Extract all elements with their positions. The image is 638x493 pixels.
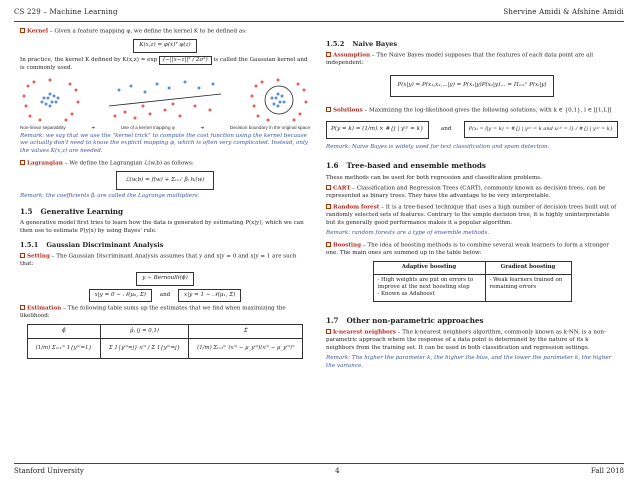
- bullet-box-icon: [20, 28, 25, 33]
- table-header-adaboost: Adaptive boosting: [373, 262, 485, 274]
- nonlinear-scatter-figure: [20, 76, 82, 124]
- lagrangian-keyword: Lagrangian: [27, 160, 63, 167]
- page-number: 4: [335, 467, 340, 475]
- kernel-keyword: Kernel: [27, 28, 48, 35]
- section-generative-learning: [20, 207, 310, 217]
- assumption-keyword: Assumption: [333, 52, 371, 59]
- bullet-box-icon: [326, 329, 331, 334]
- page-header: [14, 8, 624, 20]
- kernel-figure-captions: [20, 125, 310, 131]
- cart-text: – Classification and Regression Trees (CART), commonly known as decision trees, can be represented as binary trees. They have the advantage to be very interpretable.: [326, 185, 606, 200]
- boosting-definition: [326, 242, 618, 258]
- section-nonparametric: [326, 316, 618, 326]
- right-column: [326, 28, 618, 374]
- page-footer: [14, 467, 624, 476]
- bullet-box-icon: [326, 242, 331, 247]
- boosting-table: [373, 261, 572, 301]
- kernel-figure: [20, 76, 310, 124]
- header-authors: Shervine Amidi & Afshine Amidi: [503, 8, 624, 16]
- bernoulli-equation: y ∼ Bernoulli(ϕ): [136, 272, 194, 286]
- prior-solution-equation: P(y = k) = (1/m) × #{j | y⁽ʲ⁾ = k}: [326, 121, 429, 139]
- generative-text: A generative model first tries to learn how the data is generated by estimating P(x|y), which we can then use to estimate P(y|x) by using Bayes' rule.: [20, 220, 304, 234]
- section-number: 1.5.1: [20, 241, 39, 250]
- gaussian-y0-equation: x|y = 0 ∼ 𝒩(μ₀, Σ): [89, 289, 152, 303]
- gda-estimation: [20, 305, 310, 321]
- nb-solutions: [326, 107, 618, 115]
- table-header-gradient: Gradient boosting: [485, 262, 571, 274]
- section-title: Gaussian Discriminant Analysis: [46, 241, 164, 250]
- section-number: 1.5: [20, 206, 33, 216]
- bullet-box-icon: [20, 305, 25, 310]
- likelihood-solution-equation: P(xᵢ = l|y = k) = #{j | y⁽ʲ⁾ = k and xᵢ⁽ʲ⁾ = l} / #{j | y⁽ʲ⁾ = k}: [464, 121, 618, 138]
- trees-intro: These methods can be used for both regression and classification problems.: [326, 174, 542, 181]
- left-column: [20, 28, 310, 359]
- table-header-phi: ϕ̂: [27, 324, 100, 338]
- arrow-right-icon: ➜: [200, 124, 205, 130]
- footer-term: Fall 2018: [590, 467, 624, 475]
- gaussian-kernel-text: [20, 56, 310, 73]
- bullet-box-icon: [326, 52, 331, 57]
- section-tree-methods: [326, 161, 618, 171]
- section-number: 1.5.2: [326, 40, 345, 48]
- setting-keyword: Setting: [27, 253, 50, 260]
- naive-bayes-equation: P(x|y) = P(x₁,x₂,...|y) = P(x₁|y)P(x₂|y)... = Πᵢ₌₁ⁿ P(xᵢ|y): [390, 75, 553, 97]
- setting-text: – The Gaussian Discriminant Analysis assumes that y and x|y = 0 and x|y = 1 are such that:: [20, 253, 297, 268]
- gaussian-text-b: is called the Gaussian kernel and is commonly used.: [20, 56, 308, 72]
- nb-assumption: [326, 52, 618, 68]
- cart-keyword: CART: [333, 185, 351, 192]
- section-number: 1.7: [326, 315, 339, 325]
- table-header-sigma: Σ̂: [189, 324, 303, 338]
- table-cell-phi: (1/m) Σᵢ₌₁ᵐ 1{y⁽ⁱ⁾=1}: [27, 338, 100, 358]
- random-forest-keyword: Random forest: [333, 204, 380, 211]
- knn-text: – The k-nearest neighbors algorithm, commonly known as k-NN, is a non-parametric approach where the response of a data point is determined by the nature of its k neighbors from the training set. It can be used in both classification and regression settings.: [326, 329, 606, 351]
- list-item: - Known as Adaboost: [377, 291, 435, 298]
- bullet-box-icon: [326, 204, 331, 209]
- section-title: Naive Bayes: [352, 40, 398, 48]
- lagrangian-equation: ℒ(w,b) = f(w) + Σᵢ₌₁ˡ βᵢ hᵢ(w): [116, 171, 213, 191]
- arrow-right-icon: ➜: [91, 124, 96, 130]
- bullet-box-icon: [20, 253, 25, 258]
- section-title: Other non-parametric approaches: [346, 315, 484, 325]
- kernel-equation: K(x,z) = φ(x)ᵀ φ(z): [133, 39, 196, 53]
- kernel-text: – Given a feature mapping φ, we define the kernel K to be defined as:: [49, 28, 247, 35]
- section-title: Generative Learning: [40, 206, 124, 216]
- random-forest-text: – It is a tree-based technique that uses a high number of decision trees built out of randomly selected sets of features. Contrary to the simple decision tree, it is highly uninterpretable but its generally good performance makes it a popular algorithm.: [326, 204, 617, 226]
- estimation-text: – The following table sums up the estimates that we find when maximizing the likelihood:: [20, 305, 286, 320]
- kernel-definition: [20, 28, 310, 36]
- bullet-box-icon: [326, 185, 331, 190]
- and-text: and: [440, 126, 452, 133]
- assumption-text: – The Naive Bayes model supposes that the features of each data point are all independent:: [326, 52, 593, 66]
- kernel-mapping-figure: [105, 76, 225, 124]
- table-cell-adaboost: [373, 274, 485, 301]
- caption-nonlinear: Non-linear separability: [20, 124, 66, 130]
- decision-boundary-figure: [248, 76, 310, 124]
- section-naive-bayes: [326, 40, 618, 49]
- knn-definition: [326, 329, 618, 352]
- solutions-text: – Maximizing the log-likelihood gives the following solutions, with k ∈ {0,1}, l ∈ [[1,L]]: [364, 107, 612, 114]
- random-forest-definition: [326, 204, 618, 227]
- knn-remark: Remark: The higher the parameter k, the higher the bias, and the lower the parameter k, the higher the variance.: [326, 355, 612, 369]
- footer-university: Stanford University: [14, 467, 84, 475]
- table-header-mu: μ̂ⱼ (j = 0,1): [100, 324, 188, 338]
- boosting-text: – The idea of boosting methods is to combine several weak learners to form a stronger one. The main ones are summed up in the table below:: [326, 242, 609, 256]
- cart-definition: [326, 185, 618, 201]
- section-gda: [20, 241, 310, 250]
- lagrangian-remark: Remark: the coefficients βᵢ are called the Lagrange multipliers.: [20, 193, 200, 200]
- footer-rule: [14, 463, 624, 464]
- gda-setting: [20, 253, 310, 269]
- bullet-box-icon: [20, 160, 25, 165]
- table-cell-gradient: [485, 274, 571, 301]
- caption-boundary: Decision boundary in the original space: [229, 124, 310, 130]
- knn-keyword: k-nearest neighbors: [333, 329, 396, 336]
- kernel-remark: Remark: we say that we use the "kernel trick" to compute the cost function using the kernel because we actually don't need to know the explicit mapping φ, which is often very complicated. Instead, only the values K(x,z) are needed.: [20, 132, 308, 154]
- list-item: - Weak learners trained on remaining errors: [489, 276, 563, 290]
- estimation-keyword: Estimation: [27, 305, 62, 312]
- and-text: and: [159, 291, 171, 298]
- section-number: 1.6: [326, 161, 339, 171]
- list-item: - High weights are put on errors to improve at the next boosting step: [377, 276, 474, 290]
- solutions-keyword: Solutions: [333, 107, 363, 114]
- gaussian-text-a: In practice, the kernel K defined by K(x,z) = exp: [20, 56, 158, 63]
- table-cell-sigma: (1/m) Σᵢ₌₁ᵐ (x⁽ⁱ⁾ − μ_y⁽ⁱ⁾)(x⁽ⁱ⁾ − μ_y⁽ⁱ⁾)ᵀ: [189, 338, 303, 358]
- random-forest-remark: Remark: random forests are a type of ensemble methods.: [326, 230, 490, 237]
- caption-mapping: Use of a kernel mapping φ: [120, 124, 175, 130]
- lagrangian-text: – We define the Lagrangian ℒ(w,b) as follows:: [64, 160, 194, 167]
- nb-remark: Remark: Naive Bayes is widely used for text classification and spam detection.: [326, 143, 550, 150]
- header-rule: [14, 21, 624, 22]
- boosting-keyword: Boosting: [333, 242, 362, 249]
- table-cell-mu: Σ 1{y⁽ⁱ⁾=j} x⁽ⁱ⁾ / Σ 1{y⁽ⁱ⁾=j}: [100, 338, 188, 358]
- section-title: Tree-based and ensemble methods: [346, 161, 486, 171]
- lagrangian-definition: [20, 160, 310, 168]
- gaussian-exponent: (−||x−z||² / 2σ²): [159, 56, 212, 66]
- bullet-box-icon: [326, 107, 331, 112]
- gaussian-y1-equation: x|y = 1 ∼ 𝒩(μ₁, Σ): [178, 289, 241, 303]
- header-course: CS 229 – Machine Learning: [14, 8, 118, 16]
- estimates-table: [27, 324, 304, 359]
